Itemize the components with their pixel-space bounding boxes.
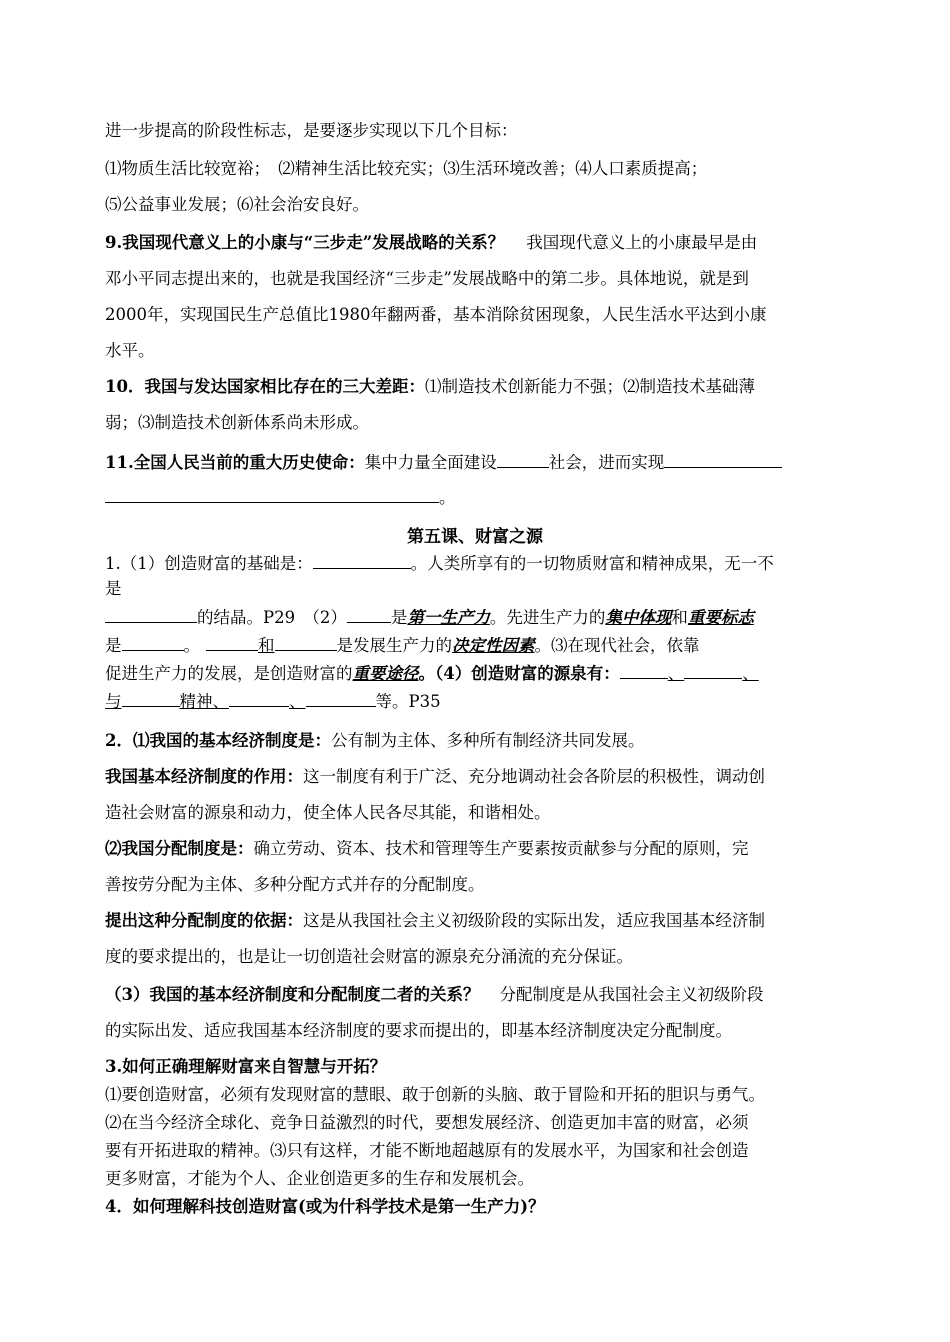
text-line: ⑸公益事业发展；⑹社会治安良好。 (105, 195, 369, 214)
fill-blank (122, 634, 184, 651)
question-heading: 我国基本经济制度的作用： (105, 767, 303, 786)
text: 。 (183, 636, 200, 655)
emphasis-text: 重要标志 (687, 608, 754, 627)
answer-text: 公有制为主体、多种所有制经济共同发展。 (330, 731, 645, 750)
lesson-title: 第五课、财富之源 (407, 527, 543, 547)
text-line: ⑵在当今经济全球化、竞争日益激烈的时代，要想发展经济、创造更加丰富的财富，必须 (105, 1113, 749, 1132)
text-line: 造社会财富的源泉和动力，使全体人民各尽其能，和谐相处。 (105, 803, 551, 822)
text: 、 (742, 664, 759, 683)
text: 1.（1）创造财富的基础是： (105, 554, 313, 573)
fill-blank (347, 606, 391, 623)
fill-blank (229, 690, 289, 707)
section-2-line-8 (105, 984, 850, 1006)
fill-blank (105, 606, 197, 623)
emphasis-text: 重要途径 (352, 664, 419, 683)
section-1-line-3 (105, 606, 850, 629)
text: 的结晶。P29 （2） (197, 608, 347, 627)
section-2-line-4 (105, 838, 850, 860)
text: 促进生产力的发展，是创造财富的 (105, 664, 353, 683)
text-line: 度的要求提出的，也是让一切创造社会财富的源泉充分涌流的充分保证。 (105, 947, 633, 966)
answer-text: 这是从我国社会主义初级阶段的实际出发，适应我国基本经济制 (303, 911, 765, 930)
fill-blank (206, 634, 258, 651)
text: 精神、 (179, 692, 229, 711)
text-line: ⑴要创造财富，必须有发现财富的慧眼、敢于创新的头脑、敢于冒险和开拓的胆识与勇气。 (105, 1085, 765, 1104)
text-line: 2000年，实现国民生产总值比1980年翻两番，基本消除贫困现象，人民生活水平达到小康 (105, 305, 767, 324)
question-heading: 10．我国与发达国家相比存在的三大差距： (105, 377, 425, 396)
answer-text: ⑴制造技术创新能力不强；⑵制造技术基础薄 (424, 377, 755, 396)
text: 。人类所享有的一切物质财富和精神成果，无一不 (410, 554, 774, 573)
text-line: 是 (105, 579, 122, 598)
section-2-line-6 (105, 910, 850, 932)
fill-blank (122, 690, 180, 707)
text: 是 (105, 636, 122, 655)
question-heading: 提出这种分配制度的依据： (105, 911, 303, 930)
section-2-line-2 (105, 766, 850, 788)
text: 与 (105, 692, 122, 711)
text: 是 (390, 608, 408, 627)
text-line: ⑴物质生活比较宽裕； ⑵精神生活比较充实；⑶生活环境改善；⑷人口素质提高； (105, 159, 708, 178)
answer-text: 集中力量全面建设 (364, 453, 497, 472)
question-heading: 2．⑴我国的基本经济制度是： (105, 731, 331, 750)
text-line: 水平。 (105, 341, 155, 360)
question-9 (105, 232, 850, 254)
fill-blank (684, 662, 742, 679)
fill-blank (497, 451, 549, 468)
answer-text: 社会，进而实现 (548, 453, 665, 472)
emphasis-text: 集中体现 (605, 608, 672, 627)
answer-text: 这一制度有利于广泛、充分地调动社会各阶层的积极性，调动创 (303, 767, 765, 786)
question-heading: 9.我国现代意义上的小康与“三步走”发展战略的关系？ (105, 233, 505, 252)
question-heading: 3.如何正确理解财富来自智慧与开拓？ (105, 1057, 387, 1076)
question-heading: （3）我国的基本经济制度和分配制度二者的关系？ (105, 985, 480, 1004)
blank-line (105, 486, 850, 509)
text: 。⑶在现代社会，依靠 (534, 636, 700, 655)
fill-blank (620, 662, 668, 679)
text: 。先进生产力的 (489, 608, 606, 627)
question-10 (105, 376, 850, 398)
period: 。 (439, 488, 456, 507)
question-11 (105, 451, 850, 474)
text: 等。P35 (375, 692, 441, 711)
text: 是发展生产力的 (336, 636, 452, 655)
text: 、 (289, 692, 306, 711)
fill-blank (313, 552, 411, 569)
answer-text: 确立劳动、资本、技术和管理等生产要素按贡献参与分配的原则，完 (253, 839, 749, 858)
text-line: 更多财富，才能为个人、企业创造更多的生存和发展机会。 (105, 1169, 534, 1188)
fill-blank (105, 486, 439, 503)
section-1-line-1 (105, 552, 850, 575)
section-1-line-5 (105, 662, 850, 685)
text-line: 进一步提高的阶段性标志，是要逐步实现以下几个目标： (105, 121, 518, 140)
question-heading: 。（4）创造财富的源泉有： (418, 664, 620, 683)
section-1-line-6 (105, 690, 850, 713)
answer-text: 我国现代意义上的小康最早是由 (526, 233, 758, 252)
fill-blank (275, 634, 337, 651)
text-line: 弱；⑶制造技术创新体系尚未形成。 (105, 413, 369, 432)
emphasis-text: 决定性因素 (452, 636, 535, 655)
text-line: 的实际出发、适应我国基本经济制度的要求而提出的，即基本经济制度决定分配制度。 (105, 1021, 732, 1040)
text: 、 (667, 664, 685, 683)
section-1-line-4 (105, 634, 850, 657)
question-heading: ⑵我国分配制度是： (105, 839, 254, 858)
text: 和 (671, 608, 688, 627)
fill-blank (306, 690, 376, 707)
text-line: 善按劳分配为主体、多种分配方式并存的分配制度。 (105, 875, 485, 894)
emphasis-text: 第一生产力 (407, 608, 490, 627)
text: 和 (258, 636, 275, 655)
fill-blank (664, 451, 782, 468)
text-line: 要有开拓进取的精神。⑶只有这样，才能不断地超越原有的发展水平，为国家和社会创造 (105, 1141, 749, 1160)
question-heading: 11.全国人民当前的重大历史使命： (105, 453, 365, 472)
answer-text: 分配制度是从我国社会主义初级阶段 (499, 985, 764, 1004)
question-heading: 4．如何理解科技创造财富(或为什科学技术是第一生产力)？ (105, 1197, 545, 1216)
text-line: 邓小平同志提出来的，也就是我国经济“三步走”发展战略中的第二步。具体地说，就是到 (105, 269, 749, 288)
section-2-line-1 (105, 730, 850, 752)
